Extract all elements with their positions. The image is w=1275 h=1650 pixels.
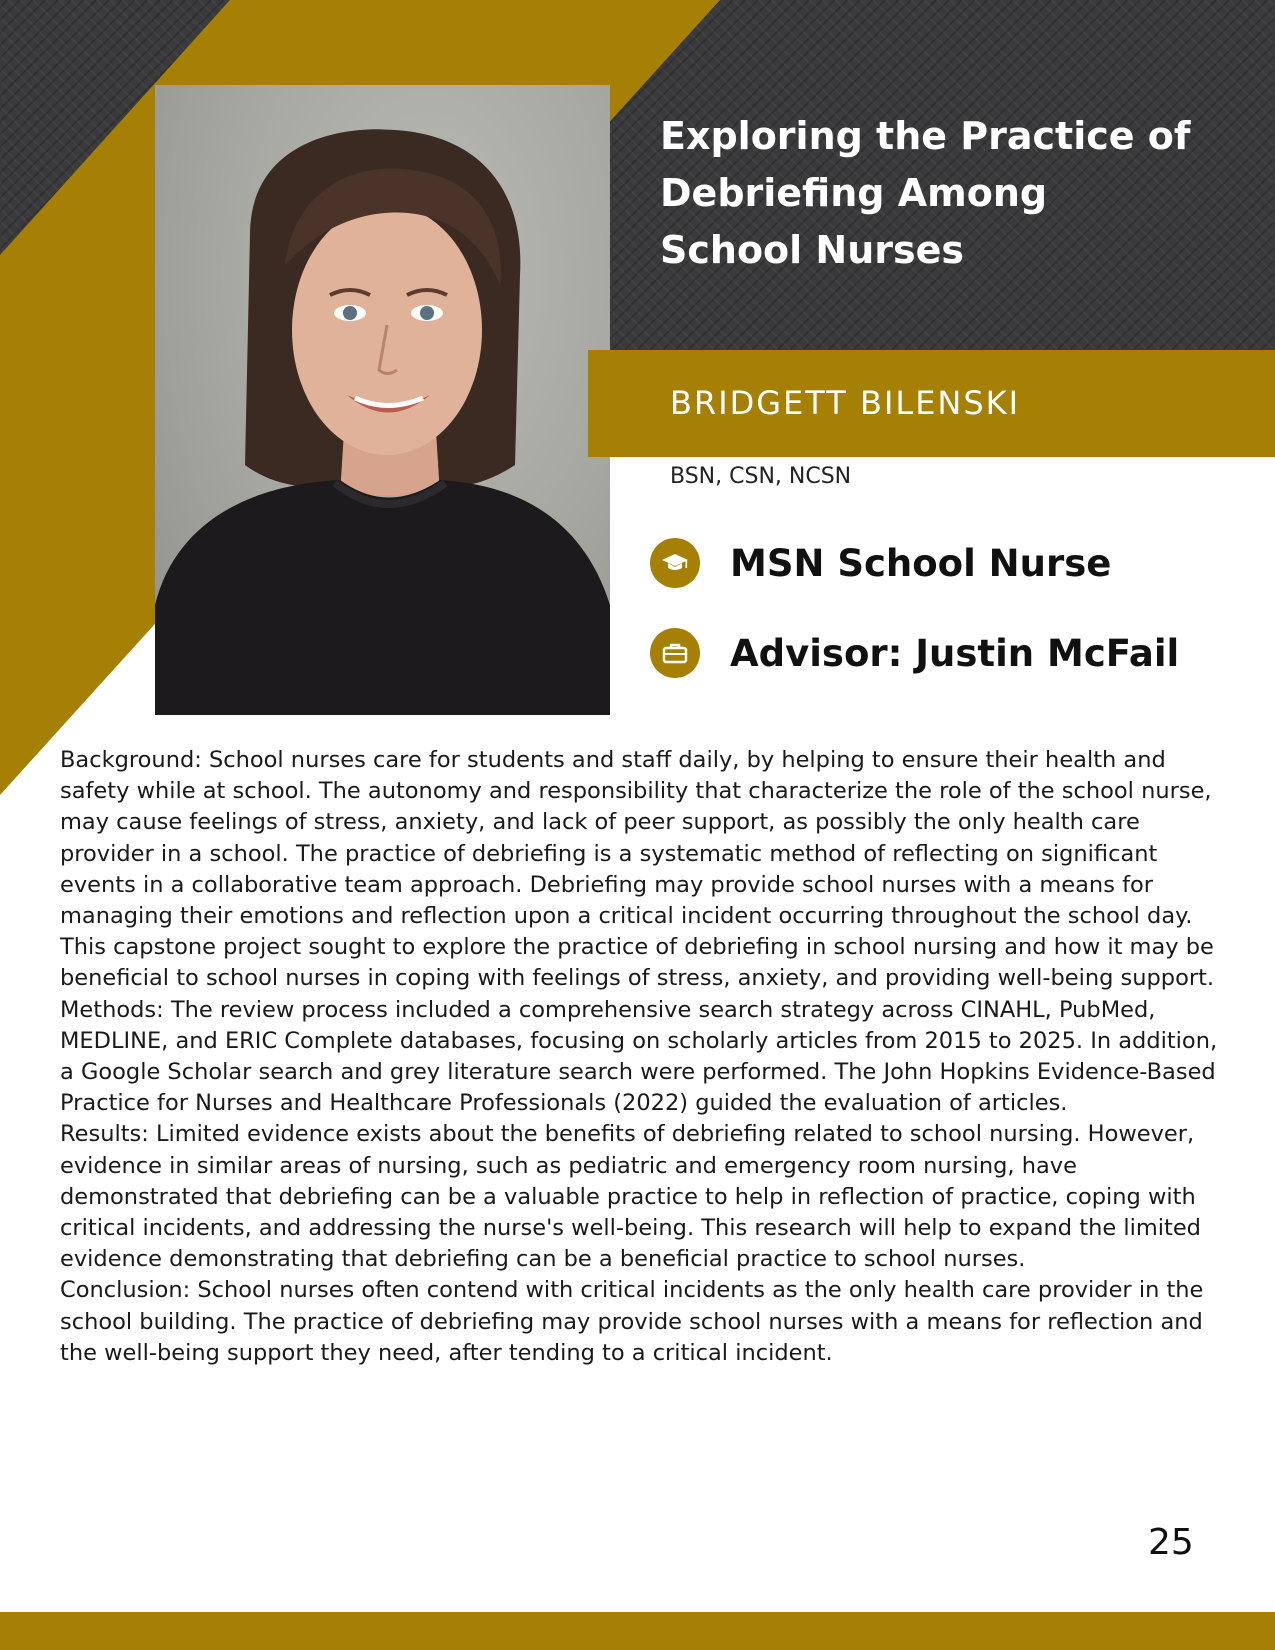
advisor-row (650, 628, 1179, 678)
abstract-methods: Methods: The review process included a comprehensive search strategy across CINAHL, PubMed, MEDLINE, and ERIC Complete databases, focusing on scholarly articles from 2015 to 2025. In addition, a Google Scholar search and grey literature search were performed. The John Hopkins Evidence-Based Practice for Nurses and Healthcare Professionals (2022) guided the evaluation of articles. (60, 996, 1218, 1117)
author-name: BRIDGETT BILENSKI (670, 384, 1021, 422)
author-credentials: BSN, CSN, NCSN (670, 464, 852, 489)
title-line: Debriefing Among (660, 171, 1048, 215)
graduation-cap-icon (650, 538, 700, 588)
advisor-label: Advisor: Justin McFail (730, 631, 1180, 675)
title-line: Exploring the Practice of (660, 114, 1191, 158)
title-line: School Nurses (660, 228, 965, 272)
footer-bar (0, 1612, 1275, 1650)
abstract-text (60, 745, 1230, 1369)
abstract-results: Results: Limited evidence exists about the benefits of debriefing related to school nursing. However, evidence in similar areas of nursing, such as pediatric and emergency room nursing, have demonstrated that debriefing can be a valuable practice to help in reflection of practice, coping with critical incidents, and addressing the nurse's well-being. This research will help to expand the limited evidence demonstrating that debriefing can be a beneficial practice to school nurses. (60, 1121, 1201, 1273)
author-name-bar (588, 350, 1275, 457)
abstract-background: Background: School nurses care for students and staff daily, by helping to ensure their health and safety while at school. The autonomy and responsibility that characterize the role of the school nurse, may cause feelings of stress, anxiety, and lack of peer support, as possibly the only health care provider in a school. The practice of debriefing is a systematic method of reflecting on significant events in a collaborative team approach. Debriefing may provide school nurses with a means for managing their emotions and reflection upon a critical incident occurring throughout the school day. This capstone project sought to explore the practice of debriefing in school nursing and how it may be beneficial to school nurses in coping with feelings of stress, anxiety, and providing well-being support. (60, 747, 1215, 992)
briefcase-icon (650, 628, 700, 678)
program-row (650, 538, 1111, 588)
poster-title (660, 108, 1240, 279)
author-portrait-photo (155, 85, 610, 715)
page-number: 25 (1148, 1522, 1194, 1563)
program-label: MSN School Nurse (730, 541, 1112, 585)
abstract-conclusion: Conclusion: School nurses often contend with critical incidents as the only health care provider in the school building. The practice of debriefing may provide school nurses with a means for reflection and the well-being support they need, after tending to a critical incident. (60, 1277, 1204, 1366)
